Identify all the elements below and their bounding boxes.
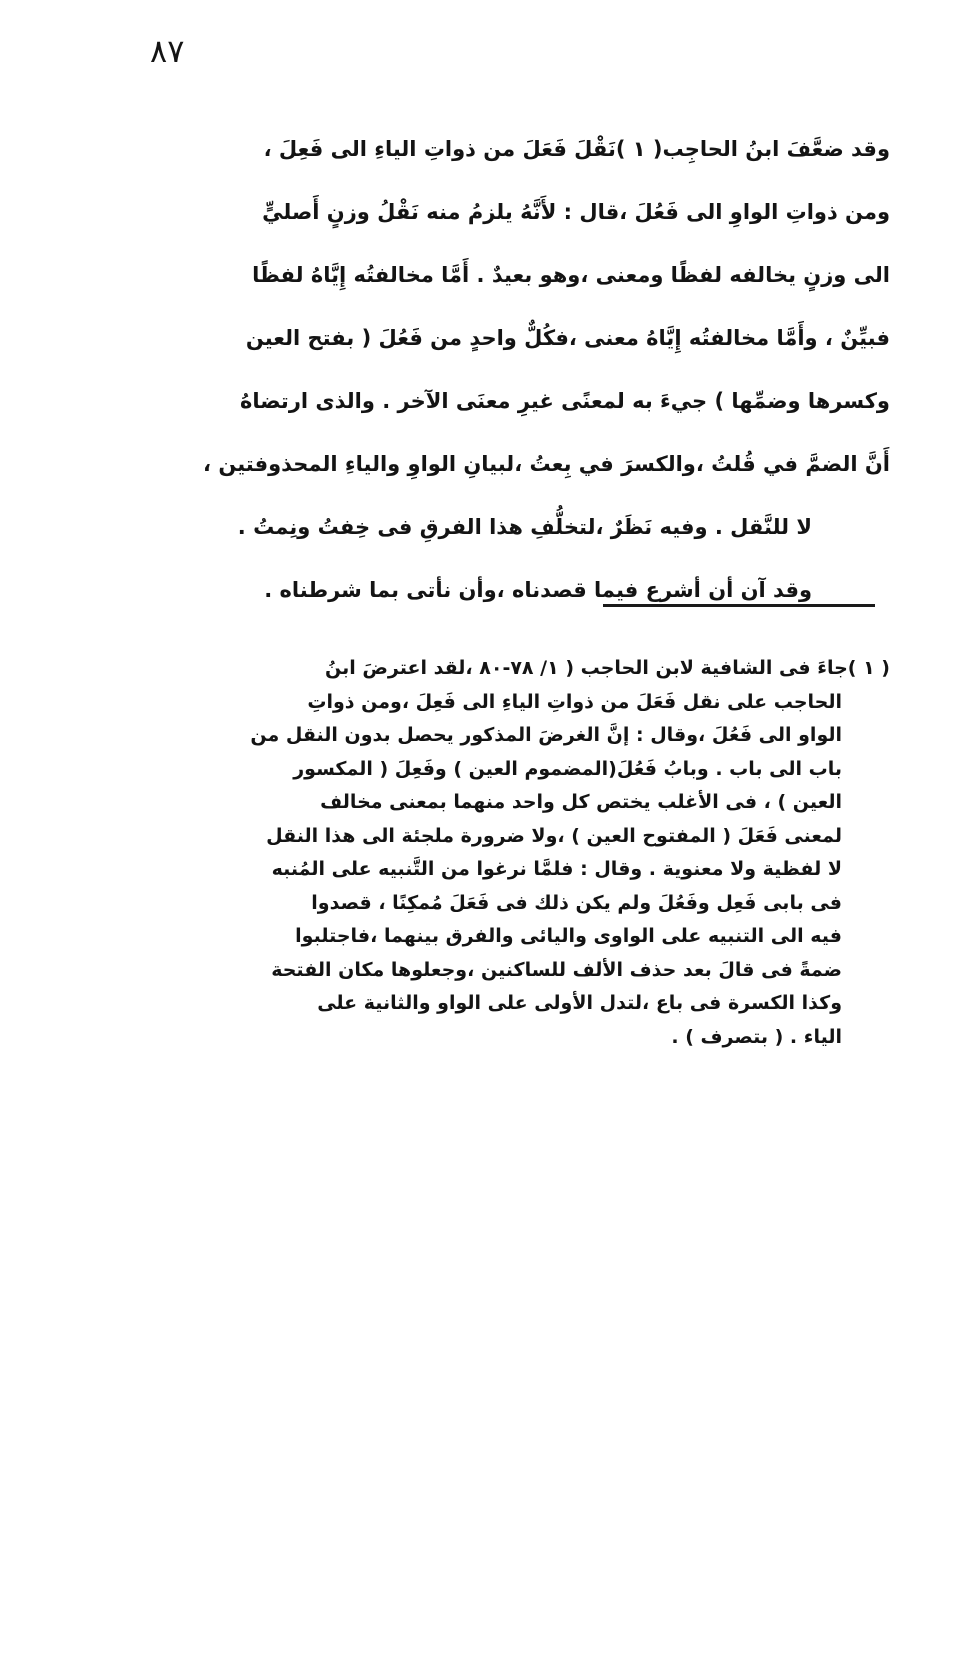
footnote-line: باب الى باب . وبابُ فَعُلَ(المضموم العين ) وفَعِلَ ( المكسور: [293, 757, 842, 780]
footnote-line: العين ) ، فى الأغلب يختص كل واحد منهما بمعنى مخالف: [320, 791, 842, 813]
footnote-line: ( ١ )جاءَ فى الشافية لابن الحاجب ( ١/ ٧٨-٨٠ ،لقد اعترضَ ابنُ: [325, 657, 890, 679]
main-text-line: فبيِّنٌ ، وأَمَّا مخالفتُه إِيَّاهُ معنى ،فكُلٌّ واحدٍ من فَعُلَ ( بفتح العين: [245, 326, 890, 350]
footnote-divider: [603, 604, 875, 607]
main-text-line: وقد ضعَّفَ ابنُ الحاجِب( ١ )نَقْلَ فَعَلَ من ذواتِ الياءِ الى فَعِلَ ،: [263, 137, 890, 161]
main-text-line: ومن ذواتِ الواوِ الى فَعُلَ ،قال : لأَنَّهُ يلزمُ منه نَقْلُ وزنٍ أَصليٍّ: [262, 200, 890, 224]
main-text-line: وكسرها وضمِّها ) جيءَ به لمعنًى غيرِ معنَى الآخر . والذى ارتضاهُ: [239, 389, 890, 413]
footnote-line: فى بابى فَعِل وفَعُلَ ولم يكن ذلك فى فَعَلَ مُمكِنًا ، قصدوا: [311, 891, 842, 914]
main-text-line: لا للنَّقل . وفيه نَظَرٌ ،لتخلُّفِ هذا الفرقِ فى خِفتُ ونِمتُ .: [237, 515, 812, 539]
main-text-line: وقد آن أن أشرع فيما قصدناه ،وأن نأتى بما شرطناه .: [264, 578, 812, 602]
footnote-line: الواو الى فَعُلَ ،وقال : إنَّ الغرضَ المذكور يحصل بدون النقل من: [250, 724, 842, 746]
footnote: [145, 652, 890, 1054]
page-number: ٨٧: [150, 32, 185, 70]
footnote-line: لا لفظية ولا معنوية . وقال : فلمَّا نرغوا من التَّنبيه على المُنبه: [271, 858, 842, 880]
footnote-line: لمعنى فَعَلَ ( المفتوح العين ) ،ولا ضرورة ملجئة الى هذا النقل: [266, 824, 842, 847]
footnote-line: الياء . ( بتصرف ) .: [671, 1025, 842, 1048]
footnote-line: فيه الى التنبيه على الواوى واليائى والفرق بينهما ،فاجتلبوا: [295, 925, 842, 947]
main-text-line: أَنَّ الضمَّ في قُلتُ ،والكسرَ في بِعتُ ،لبيانِ الواوِ والياءِ المحذوفتين ،: [203, 452, 890, 476]
footnote-line: ضمةً فى قالَ بعد حذف الألف للساكنين ،وجعلوها مكان الفتحة: [271, 958, 842, 981]
main-text: [136, 118, 890, 622]
footnote-line: وكذا الكسرة فى باع ،لتدل الأولى على الواو والثانية على: [317, 992, 842, 1014]
main-text-line: الى وزنٍ يخالفه لفظًا ومعنى ،وهو بعيدٌ . أَمَّا مخالفتُه إِيَّاهُ لفظًا: [252, 263, 890, 287]
footnote-line: الحاجب على نقل فَعَلَ من ذواتِ الياءِ الى فَعِلَ ،ومن ذواتِ: [307, 690, 842, 713]
